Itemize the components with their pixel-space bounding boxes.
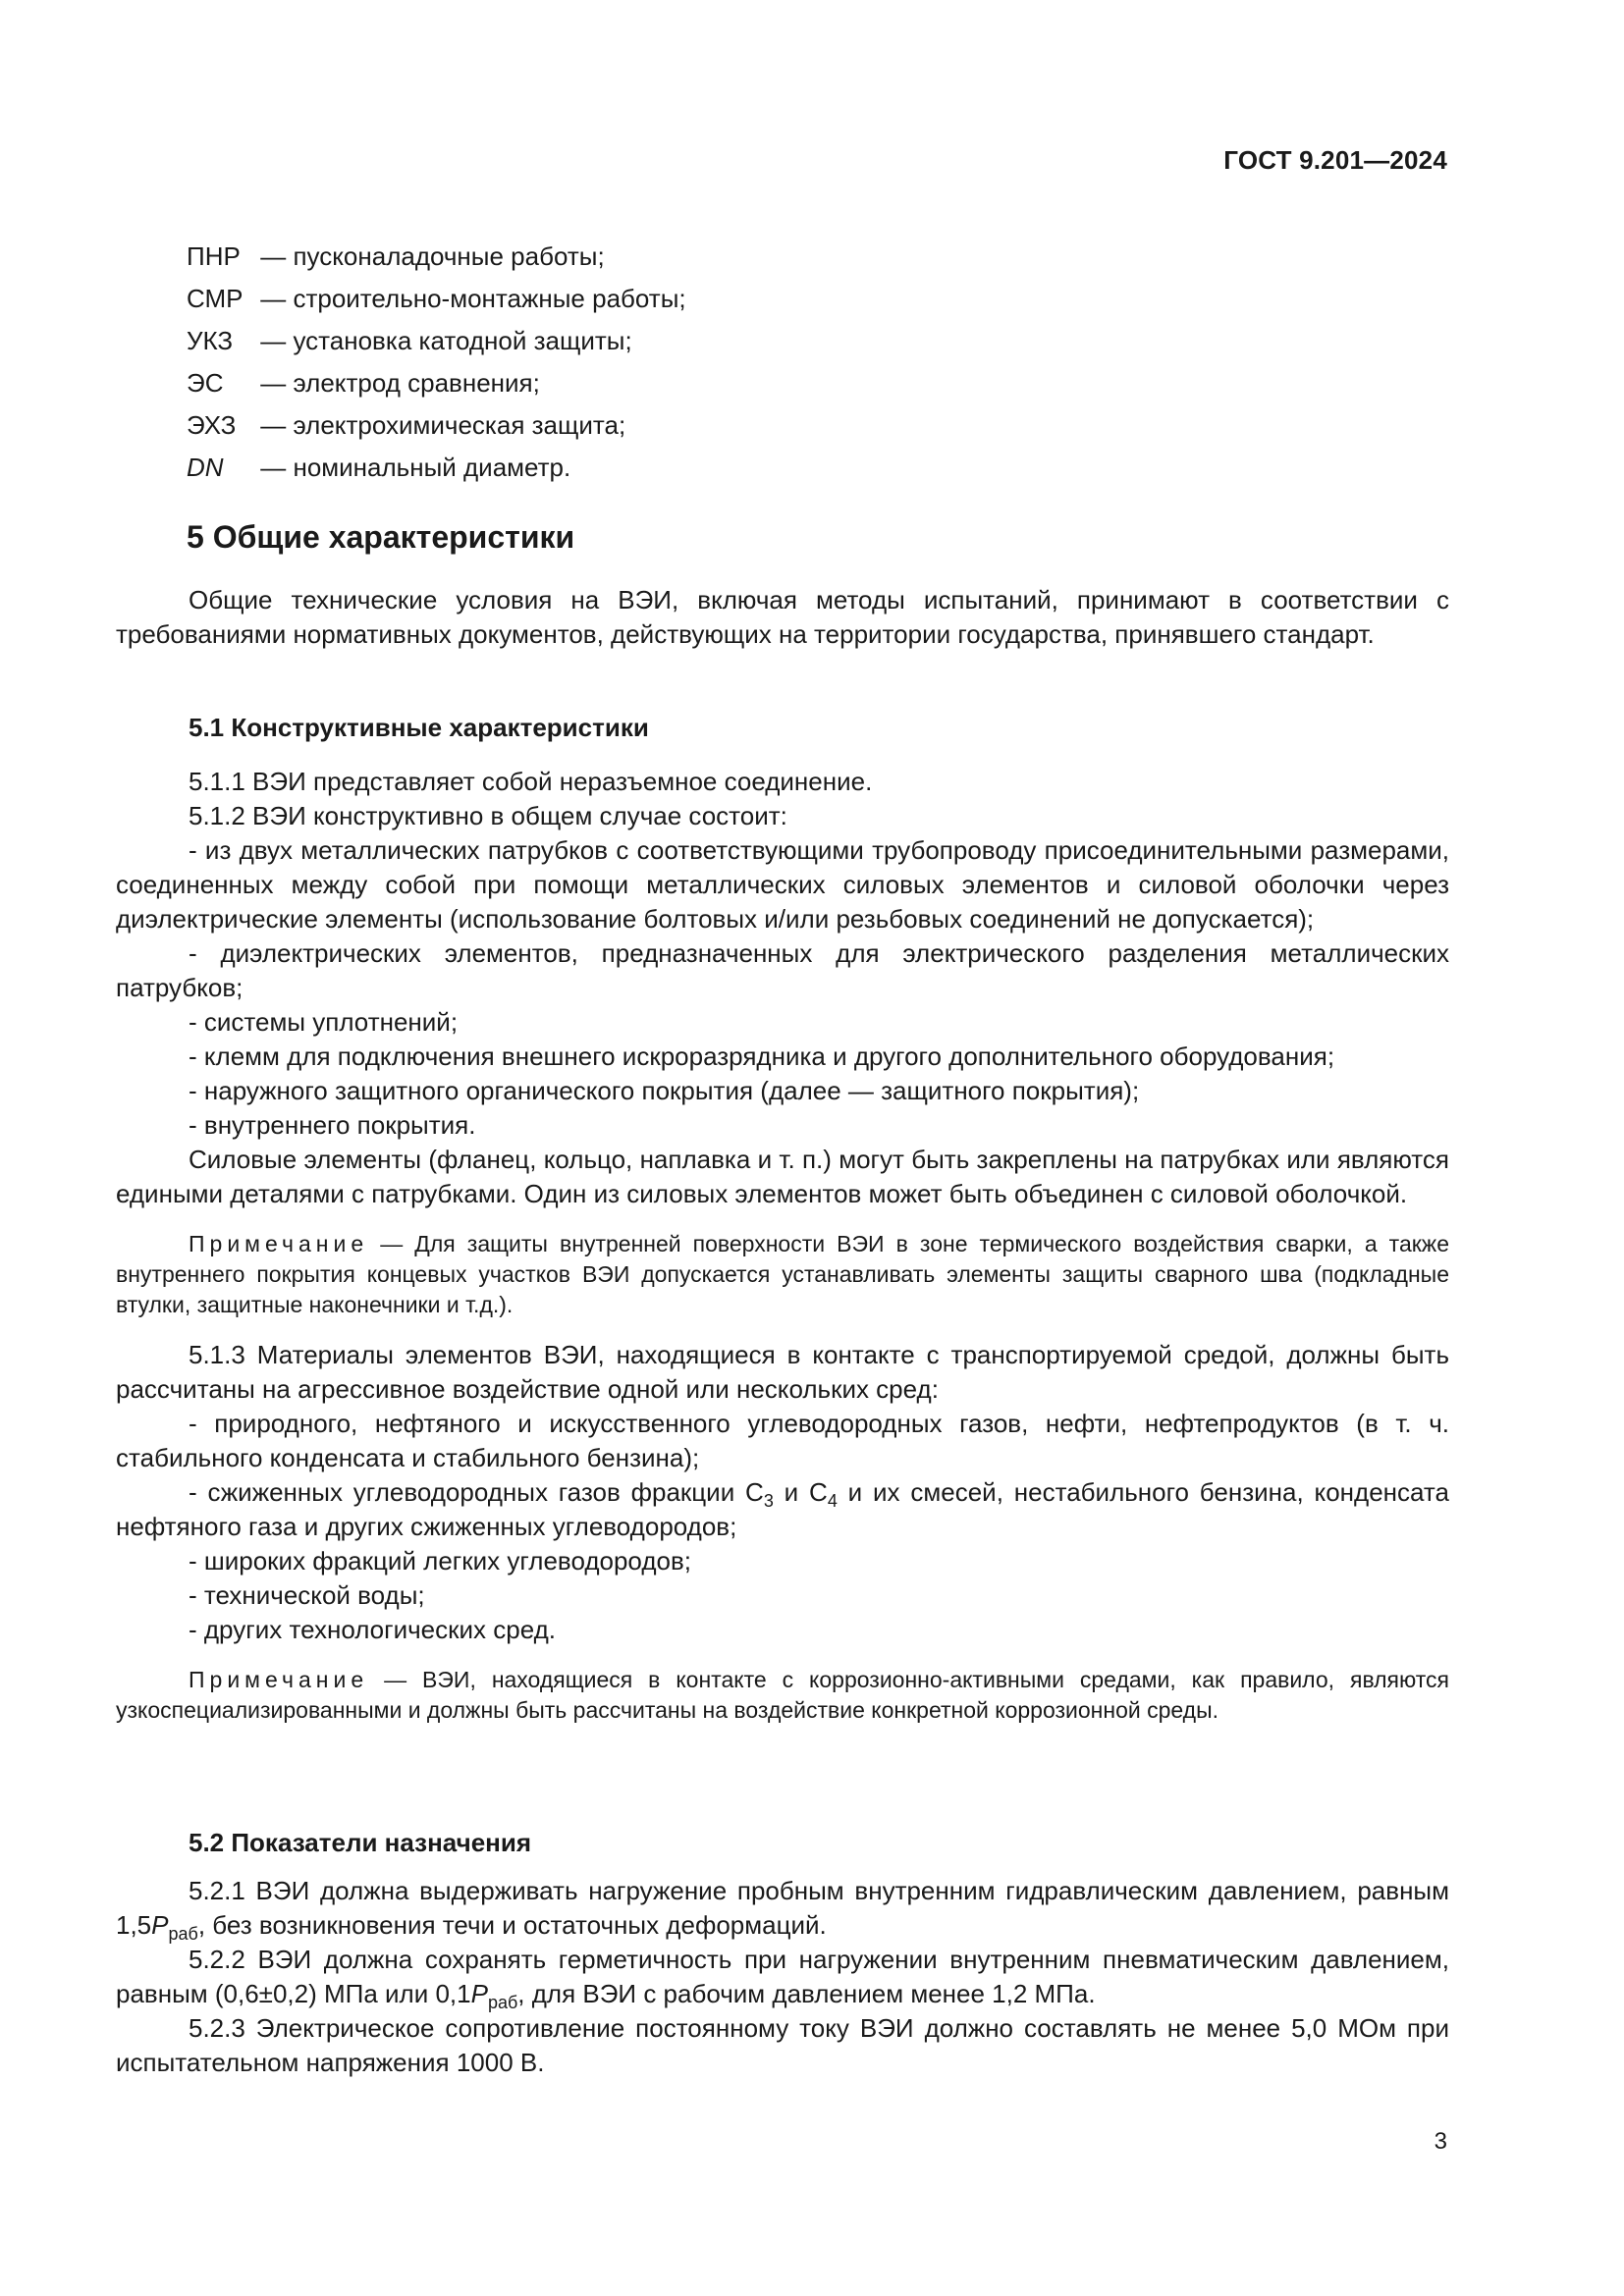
list-item: - сжиженных углеводородных газов фракции $С_3$ и $С_4$ и их смесей, нестабильного бензина, конденсата нефтяного газа и других сжиженных углеводородов; [116,1477,1449,1541]
paragraph: 5.2.3 Электрическое сопротивление постоянному току ВЭИ должно составлять не менее 5,0 МОм при испытательном напряжения 1000 В. [116,2013,1449,2077]
note: Примечание — Для защиты внутренней поверхности ВЭИ в зоне термического воздействия сварки, а также внутреннего покрытия концевых участков ВЭИ допускается устанавливать элементы защиты сварного шва (подкладные втулки, защитные наконечники и т.д.). [116,1231,1449,1317]
list-item: - внутреннего покрытия. [189,1110,476,1140]
note: Примечание — ВЭИ, находящиеся в контакте с коррозионно-активными средами, как правило, являются узкоспециализированными и должны быть рассчитаны на воздействие конкретной коррозионной среды. [116,1667,1449,1723]
abbreviation-item: ЭС — электрод сравнения; [187,368,540,398]
section-5-2 [116,1826,1449,2080]
list-item: - системы уплотнений; [189,1007,459,1037]
list-item: - других технологических сред. [189,1615,557,1644]
paragraph: 5.2.1 ВЭИ должна выдерживать нагружение пробным внутренним гидравлическим давлением, равным $1,5P_{раб}$, без возникновения течи и остаточных деформаций. [116,1876,1449,1944]
paragraph: 5.1.1 ВЭИ представляет собой неразъемное соединение. [189,767,873,796]
abbreviation-item: DN — номинальный диаметр. [187,453,571,482]
abbreviation-item: ЭХЗ — электрохимическая защита; [187,410,626,440]
section-5-2-title: 5.2 Показатели назначения [189,1828,532,1857]
section-5-1 [116,711,1449,1726]
paragraph: 5.1.2 ВЭИ конструктивно в общем случае состоит: [189,801,787,830]
page-number: 3 [1434,2128,1447,2155]
paragraph: Силовые элементы (фланец, кольцо, наплавка и т. п.) могут быть закреплены на патрубках или являются едиными деталями с патрубками. Один из силовых элементов может быть объединен с силовой оболочкой. [116,1145,1449,1208]
list-item: - наружного защитного органического покрытия (далее — защитного покрытия); [189,1076,1140,1105]
list-item: - широких фракций легких углеводородов; [189,1546,691,1575]
abbreviation-item: СМР — строительно-монтажные работы; [187,284,686,313]
list-item: - клемм для подключения внешнего искроразрядника и другого дополнительного оборудования; [189,1041,1335,1071]
section-5-intro: Общие технические условия на ВЭИ, включая методы испытаний, принимают в соответствии с требованиями нормативных документов, действующих на территории государства, принявшего стандарт. [116,585,1449,649]
standard-code: ГОСТ 9.201—2024 [1223,145,1447,175]
list-item: - диэлектрических элементов, предназначенных для электрического разделения металлических патрубков; [116,938,1449,1002]
list-item: - из двух металлических патрубков с соответствующими трубопроводу присоединительными размерами, соединенных между собой при помощи металлических силовых элементов и силовой оболочки через диэлектрические элементы (использование болтовых и/или резьбовых соединений не допускается); [116,835,1449,934]
abbreviation-list [187,236,686,489]
list-item: - природного, нефтяного и искусственного углеводородных газов, нефти, нефтепродуктов (в т. ч. стабильного конденсата и стабильного бензина); [116,1409,1449,1472]
section-5-1-title: 5.1 Конструктивные характеристики [189,713,649,742]
list-item: - технической воды; [189,1580,425,1610]
abbreviation-item: УКЗ — установка катодной защиты; [187,326,632,355]
paragraph: 5.2.2 ВЭИ должна сохранять герметичность при нагружении внутренним пневматическим давлением, равным (0,6±0,2) МПа или $0,1P_{раб}$, для ВЭИ с рабочим давлением менее 1,2 МПа. [116,1945,1449,2012]
abbreviation-item: ПНР — пусконаладочные работы; [187,241,605,271]
section-5-title: 5 Общие характеристики [187,519,575,555]
paragraph: 5.1.3 Материалы элементов ВЭИ, находящиеся в контакте с транспортируемой средой, должны быть рассчитаны на агрессивное воздействие одной или нескольких сред: [116,1340,1449,1404]
